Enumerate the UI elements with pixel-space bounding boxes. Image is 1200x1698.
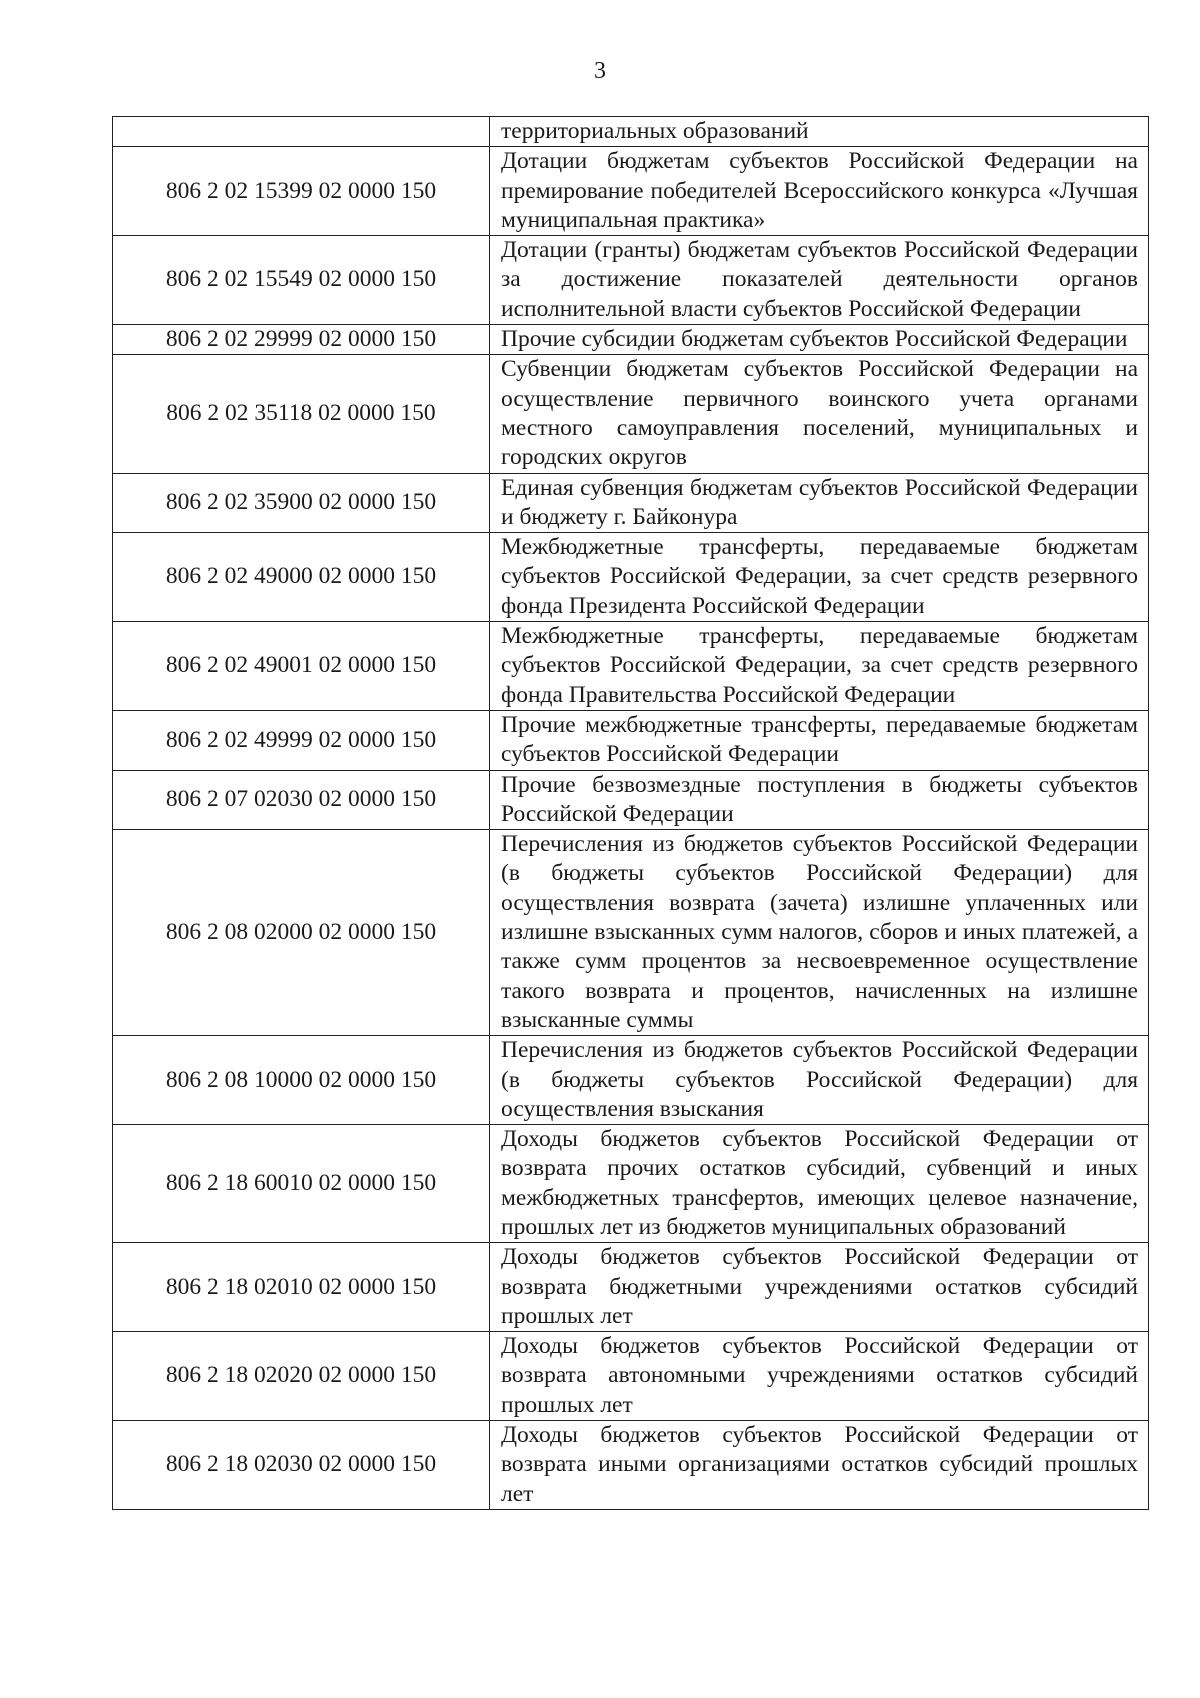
table-row <box>113 830 1149 1036</box>
row-code-cell: 806 2 18 02020 02 0000 150 <box>113 1332 490 1421</box>
row-description-cell: Межбюджетные трансферты, передаваемые бюджетам субъектов Российской Федерации, за счет средств резервного фонда Правительства Российской Федерации <box>490 622 1149 711</box>
row-code-cell <box>113 117 490 147</box>
row-code-cell: 806 2 08 10000 02 0000 150 <box>113 1036 490 1125</box>
row-code-cell: 806 2 02 49999 02 0000 150 <box>113 710 490 770</box>
budget-codes-table <box>112 116 1149 1510</box>
row-description-cell: Единая субвенция бюджетам субъектов Российской Федерации и бюджету г. Байконура <box>490 473 1149 533</box>
row-code-cell: 806 2 18 02030 02 0000 150 <box>113 1421 490 1510</box>
row-code-cell: 806 2 02 15399 02 0000 150 <box>113 147 490 236</box>
row-code-cell: 806 2 02 35900 02 0000 150 <box>113 473 490 533</box>
table-row <box>113 533 1149 622</box>
table-row <box>113 117 1149 147</box>
row-description-cell: Доходы бюджетов субъектов Российской Федерации от возврата иными организациями остатков субсидий прошлых лет <box>490 1421 1149 1510</box>
row-description-cell: Дотации (гранты) бюджетам субъектов Российской Федерации за достижение показателей деятельности органов исполнительной власти субъектов Российской Федерации <box>490 236 1149 325</box>
row-description-cell: Прочие безвозмездные поступления в бюджеты субъектов Российской Федерации <box>490 770 1149 830</box>
row-description-cell: Межбюджетные трансферты, передаваемые бюджетам субъектов Российской Федерации, за счет средств резервного фонда Президента Российской Федерации <box>490 533 1149 622</box>
table-row <box>113 325 1149 355</box>
table-row <box>113 1332 1149 1421</box>
row-description-cell: Дотации бюджетам субъектов Российской Федерации на премирование победителей Всероссийского конкурса «Лучшая муниципальная практика» <box>490 147 1149 236</box>
row-description-cell: Прочие субсидии бюджетам субъектов Российской Федерации <box>490 325 1149 355</box>
row-description-cell: Доходы бюджетов субъектов Российской Федерации от возврата автономными учреждениями остатков субсидий прошлых лет <box>490 1332 1149 1421</box>
page-number: 3 <box>594 58 606 84</box>
row-description-cell: Перечисления из бюджетов субъектов Российской Федерации (в бюджеты субъектов Российской Федерации) для осуществления возврата (зачета) излишне уплаченных или излишне взысканных сумм налогов, сборов и иных платежей, а также сумм процентов за несвоевременное осуществление такого возврата и процентов, начисленных на излишне взысканные суммы <box>490 830 1149 1036</box>
row-code-cell: 806 2 08 02000 02 0000 150 <box>113 830 490 1036</box>
table-row <box>113 147 1149 236</box>
row-code-cell: 806 2 18 02010 02 0000 150 <box>113 1243 490 1332</box>
row-description-cell: Перечисления из бюджетов субъектов Российской Федерации (в бюджеты субъектов Российской Федерации) для осуществления взыскания <box>490 1036 1149 1125</box>
table-row <box>113 770 1149 830</box>
table-row <box>113 1125 1149 1243</box>
row-code-cell: 806 2 07 02030 02 0000 150 <box>113 770 490 830</box>
row-code-cell: 806 2 02 15549 02 0000 150 <box>113 236 490 325</box>
row-code-cell: 806 2 02 49000 02 0000 150 <box>113 533 490 622</box>
table-row <box>113 710 1149 770</box>
row-description-cell: Доходы бюджетов субъектов Российской Федерации от возврата прочих остатков субсидий, субвенций и иных межбюджетных трансфертов, имеющих целевое назначение, прошлых лет из бюджетов муниципальных образований <box>490 1125 1149 1243</box>
row-description-cell: территориальных образований <box>490 117 1149 147</box>
table-row <box>113 1036 1149 1125</box>
row-code-cell: 806 2 02 35118 02 0000 150 <box>113 355 490 473</box>
row-description-cell: Доходы бюджетов субъектов Российской Федерации от возврата бюджетными учреждениями остатков субсидий прошлых лет <box>490 1243 1149 1332</box>
table-row <box>113 236 1149 325</box>
row-code-cell: 806 2 02 29999 02 0000 150 <box>113 325 490 355</box>
table-row <box>113 1243 1149 1332</box>
row-code-cell: 806 2 18 60010 02 0000 150 <box>113 1125 490 1243</box>
row-description-cell: Прочие межбюджетные трансферты, передаваемые бюджетам субъектов Российской Федерации <box>490 710 1149 770</box>
table-row <box>113 622 1149 711</box>
table-row <box>113 473 1149 533</box>
table-row <box>113 1421 1149 1510</box>
row-code-cell: 806 2 02 49001 02 0000 150 <box>113 622 490 711</box>
table-row <box>113 355 1149 473</box>
row-description-cell: Субвенции бюджетам субъектов Российской Федерации на осуществление первичного воинского учета органами местного самоуправления поселений, муниципальных и городских округов <box>490 355 1149 473</box>
